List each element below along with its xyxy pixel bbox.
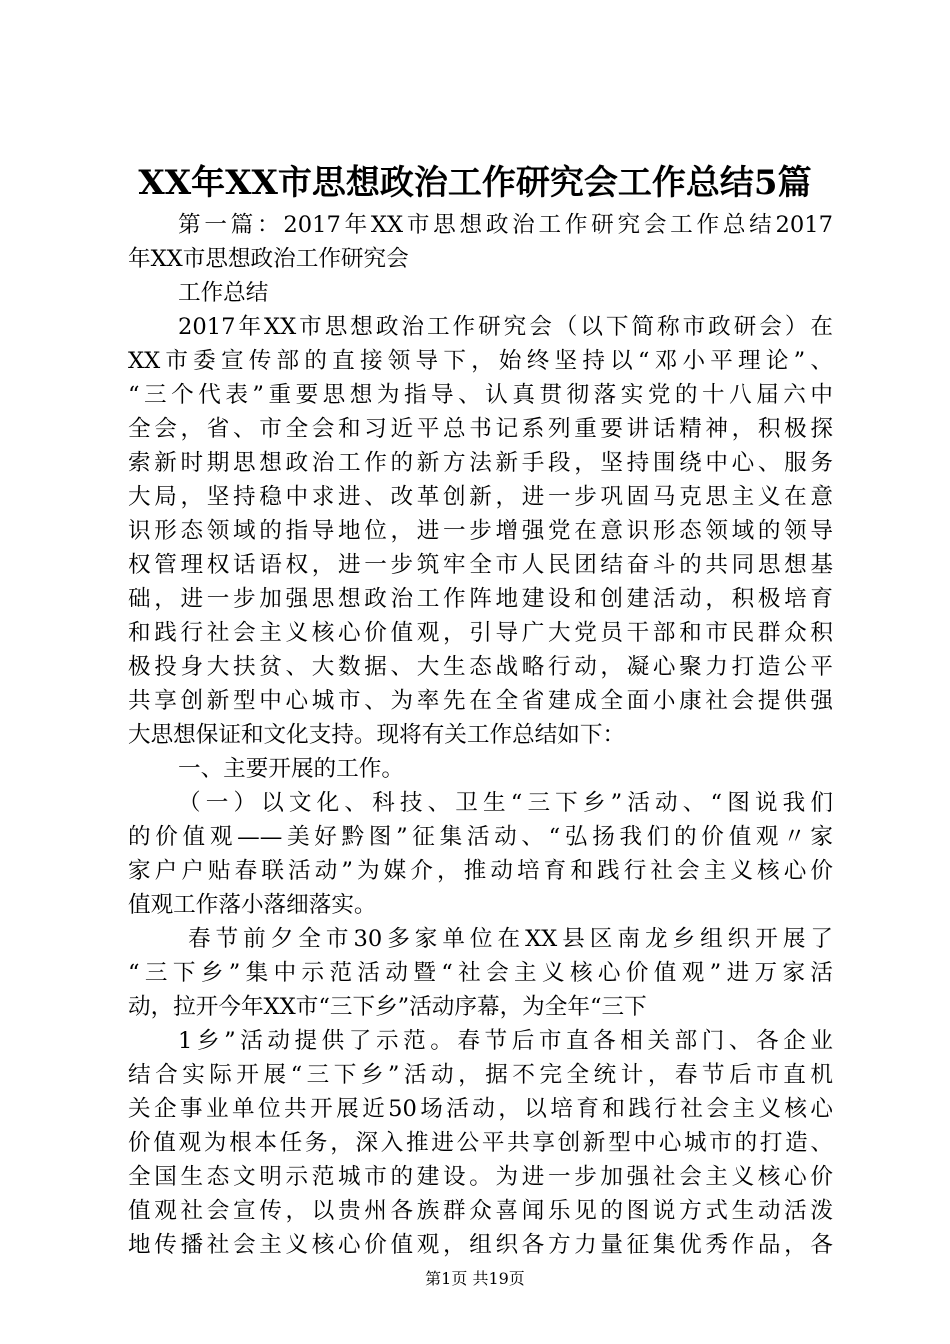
page-number-footer: 第1页 共19页 bbox=[425, 1269, 525, 1288]
text-line: 家户户贴春联活动”为媒介，推动培育和践行社会主义核心价 bbox=[128, 858, 833, 884]
text-line: 价值观为根本任务，深入推进公平共享创新型中心城市的打造、 bbox=[128, 1130, 833, 1156]
text-line: 础，进一步加强思想政治工作阵地建设和创建活动，积极培育 bbox=[128, 586, 833, 612]
text-line: 的价值观——美好黔图”征集活动、“弘扬我们的价值观〃家 bbox=[128, 824, 833, 850]
text-line: 第一篇：2017年XX市思想政治工作研究会工作总结2017 bbox=[178, 212, 833, 238]
text-line: 工作总结 bbox=[178, 280, 269, 306]
text-line: 全会，省、市全会和习近平总书记系列重要讲话精神，积极探 bbox=[128, 416, 833, 442]
text-line: XX市委宣传部的直接领导下，始终坚持以“邓小平理论”、 bbox=[128, 348, 833, 374]
text-line: 全国生态文明示范城市的建设。为进一步加强社会主义核心价 bbox=[128, 1164, 833, 1190]
text-line: 共享创新型中心城市、为率先在全省建成全面小康社会提供强 bbox=[128, 688, 833, 714]
text-line: 权管理权话语权，进一步筑牢全市人民团结奋斗的共同思想基 bbox=[128, 552, 833, 578]
text-line: 结合实际开展“三下乡”活动，据不完全统计，春节后市直机 bbox=[128, 1062, 833, 1088]
text-line: 值观社会宣传，以贵州各族群众喜闻乐见的图说方式生动活泼 bbox=[128, 1198, 833, 1224]
text-line: 地传播社会主义核心价值观，组织各方力量征集优秀作品，各 bbox=[128, 1232, 833, 1258]
document-body bbox=[128, 208, 833, 1262]
text-line: 关企事业单位共开展近50场活动，以培育和践行社会主义核心 bbox=[128, 1096, 833, 1122]
text-line: 和践行社会主义核心价值观，引导广大党员干部和市民群众积 bbox=[128, 620, 833, 646]
text-line: 极投身大扶贫、大数据、大生态战略行动，凝心聚力打造公平 bbox=[128, 654, 833, 680]
text-line: 年XX市思想政治工作研究会 bbox=[128, 246, 409, 272]
text-line: （一）以文化、科技、卫生“三下乡”活动、“图说我们 bbox=[178, 790, 833, 816]
text-line: 2017年XX市思想政治工作研究会（以下简称市政研会）在 bbox=[178, 314, 833, 340]
text-line: 1乡”活动提供了示范。春节后市直各相关部门、各企业 bbox=[178, 1028, 833, 1054]
text-line: 一、主要开展的工作。 bbox=[178, 756, 404, 782]
text-line: 大局，坚持稳中求进、改革创新，进一步巩固马克思主义在意 bbox=[128, 484, 833, 510]
text-line: 识形态领域的指导地位，进一步增强党在意识形态领域的领导 bbox=[128, 518, 833, 544]
text-line: 大思想保证和文化支持。现将有关工作总结如下： bbox=[128, 722, 626, 748]
text-line: 索新时期思想政治工作的新方法新手段，坚持围绕中心、服务 bbox=[128, 450, 833, 476]
text-line: 动，拉开今年XX市“三下乡”活动序幕，为全年“三下 bbox=[128, 994, 647, 1020]
text-line: 春节前夕全市30多家单位在XX县区南龙乡组织开展了 bbox=[188, 926, 833, 952]
text-line: 值观工作落小落细落实。 bbox=[128, 892, 377, 918]
text-line: “三个代表”重要思想为指导、认真贯彻落实党的十八届六中 bbox=[128, 382, 833, 408]
text-line: “三下乡”集中示范活动暨“社会主义核心价值观”进万家活 bbox=[128, 960, 833, 986]
document-title: XX年XX市思想政治工作研究会工作总结5篇 bbox=[138, 163, 812, 203]
